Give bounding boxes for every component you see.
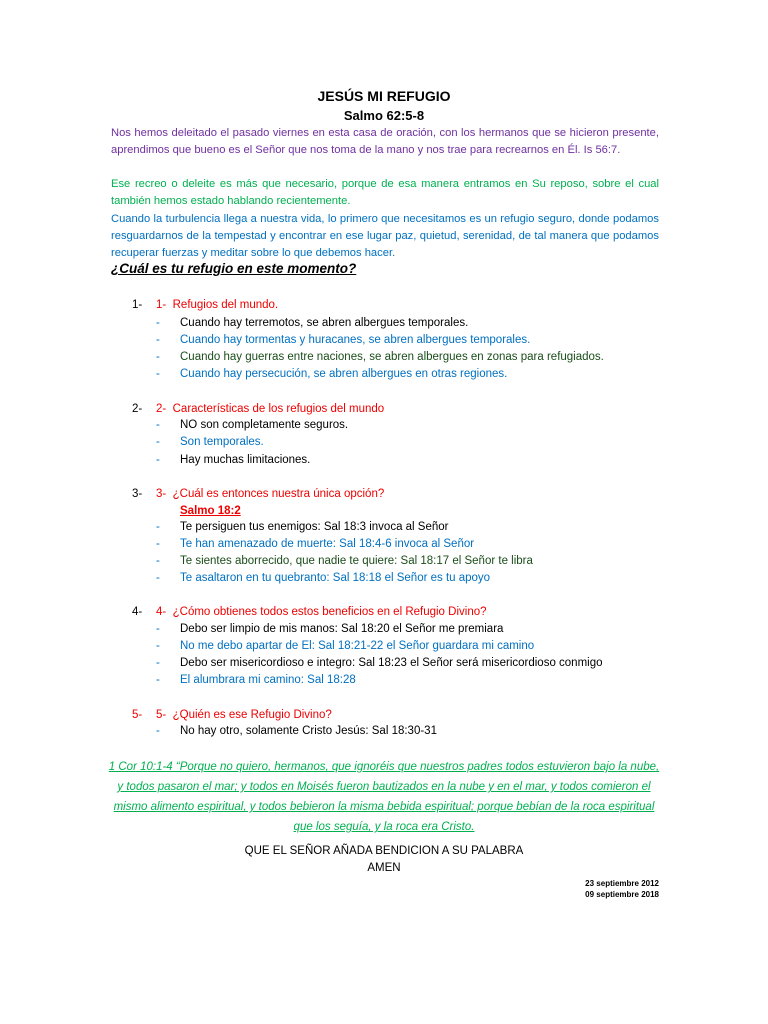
list-item [156,368,507,380]
list-item-text: Debo ser misericordioso e integro: Sal 18:23 el Señor será misericordioso conmigo [180,657,603,669]
list-dash: - [156,454,160,466]
intro-paragraph-2: Ese recreo o deleite es más que necesario, porque de esa manera entramos en Su reposo, sobre el cual también hemos estado hablando recientemente. [111,178,659,207]
list-dash: - [156,351,160,363]
list-item-text: Cuando hay terremotos, se abren albergues temporales. [180,317,469,329]
section-heading-text: ¿Cuál es entonces nuestra única opción? [172,488,385,500]
list-item [156,419,348,431]
section-outer-number: 2- [132,403,143,415]
list-item-text: Te han amenazado de muerte: Sal 18:4-6 invoca al Señor [180,538,475,550]
list-dash: - [156,368,160,380]
section-inner-number: 3- [156,488,167,500]
list-item-text: Te persiguen tus enemigos: Sal 18:3 invoca al Señor [180,521,449,533]
intro-paragraph-3: Cuando la turbulencia llega a nuestra vida, lo primero que necesitamos es un refugio seguro, donde podamos resguardarnos de la tempestad y encontrar en ese lugar paz, quietud, serenidad, de tal manera que podamos recuperar fuerzas y meditar sobre lo que debemos hacer. [111,213,659,259]
scripture-reference: Salmo 18:2 [180,505,241,517]
list-item-text: NO son completamente seguros. [180,419,349,431]
list-item-text: Debo ser limpio de mis manos: Sal 18:20 el Señor me premiara [180,623,504,635]
list-item-text: No hay otro, solamente Cristo Jesús: Sal 18:30-31 [180,725,437,737]
date-block [585,878,659,900]
list-item-text: Cuando hay tormentas y huracanes, se abren albergues temporales. [180,334,531,346]
section-inner-number: 2- [156,403,167,415]
list-dash: - [156,657,160,669]
list-item [156,538,474,550]
list-dash: - [156,436,160,448]
section-heading [156,403,384,415]
list-item-text: Son temporales. [180,436,264,448]
list-item [156,351,604,363]
list-item-text: No me debo apartar de El: Sal 18:21-22 el Señor guardara mi camino [180,640,535,652]
main-question: ¿Cuál es tu refugio en este momento? [111,261,357,276]
section-heading-text: ¿Quién es ese Refugio Divino? [172,709,332,721]
page-title: JESÚS MI REFUGIO [317,88,451,104]
list-dash: - [156,419,160,431]
list-item [156,657,603,669]
closing-blessing: QUE EL SEÑOR AÑADA BENDICION A SU PALABRA [244,845,524,857]
section-heading [156,709,332,721]
section-heading [156,606,487,618]
list-dash: - [156,725,160,737]
list-dash: - [156,555,160,567]
list-item [156,725,437,737]
list-item [156,317,468,329]
list-item [156,334,530,346]
section-heading [156,488,384,500]
section-outer-number: 1- [132,299,143,311]
section-outer-number: 3- [132,488,143,500]
list-item [156,436,264,448]
list-item [156,572,490,584]
intro-paragraph-1: Nos hemos deleitado el pasado viernes en esta casa de oración, con los hermanos que se hicieron presente, aprendimos que bueno es el Señor que nos toma de la mano y nos trae para recrearnos en Él. Is 56:7. [111,127,659,156]
section-inner-number: 5- [156,709,167,721]
section-inner-number: 1- [156,299,167,311]
list-item [156,521,449,533]
list-dash: - [156,640,160,652]
list-item-text: Hay muchas limitaciones. [180,454,311,466]
page-subtitle: Salmo 62:5-8 [343,108,425,123]
list-dash: - [156,334,160,346]
list-dash: - [156,623,160,635]
list-item [156,555,533,567]
section-heading-text: ¿Cómo obtienes todos estos beneficios en el Refugio Divino? [172,606,487,618]
list-dash: - [156,572,160,584]
list-item-text: Cuando hay guerras entre naciones, se abren albergues en zonas para refugiados. [180,351,604,363]
section-heading-text: Refugios del mundo. [172,299,279,311]
list-item [156,640,534,652]
list-dash: - [156,538,160,550]
section-inner-number: 4- [156,606,167,618]
section-outer-number: 5- [132,709,143,721]
section-heading-text: Características de los refugios del mundo [172,403,385,415]
list-item-text: Te sientes aborrecido, que nadie te quiere: Sal 18:17 el Señor te libra [180,555,533,567]
closing-amen: AMEN [367,862,401,874]
list-item [156,454,310,466]
list-dash: - [156,674,160,686]
scripture-quote: 1 Cor 10:1-4 “Porque no quiero, hermanos, que ignoréis que nuestros padres todos estuvieron bajo la nube, y todos pasaron el mar; y todos en Moisés fueron bautizados en la nube y en el mar, y todos comieron el mismo alimento espiritual, y todos bebieron la misma bebida espiritual; porque bebían de la roca espiritual que los seguía, y la roca era Cristo. [108,761,660,833]
date-original: 23 septiembre 2012 [585,879,659,888]
date-revised: 09 septiembre 2018 [585,890,659,899]
list-item [156,674,356,686]
section-heading [156,299,278,311]
list-item-text: Te asaltaron en tu quebranto: Sal 18:18 el Señor es tu apoyo [180,572,491,584]
list-item [156,623,503,635]
section-outer-number: 4- [132,606,143,618]
list-item-text: Cuando hay persecución, se abren albergues en otras regiones. [180,368,508,380]
list-dash: - [156,521,160,533]
list-dash: - [156,317,160,329]
list-item-text: El alumbrara mi camino: Sal 18:28 [180,674,356,686]
